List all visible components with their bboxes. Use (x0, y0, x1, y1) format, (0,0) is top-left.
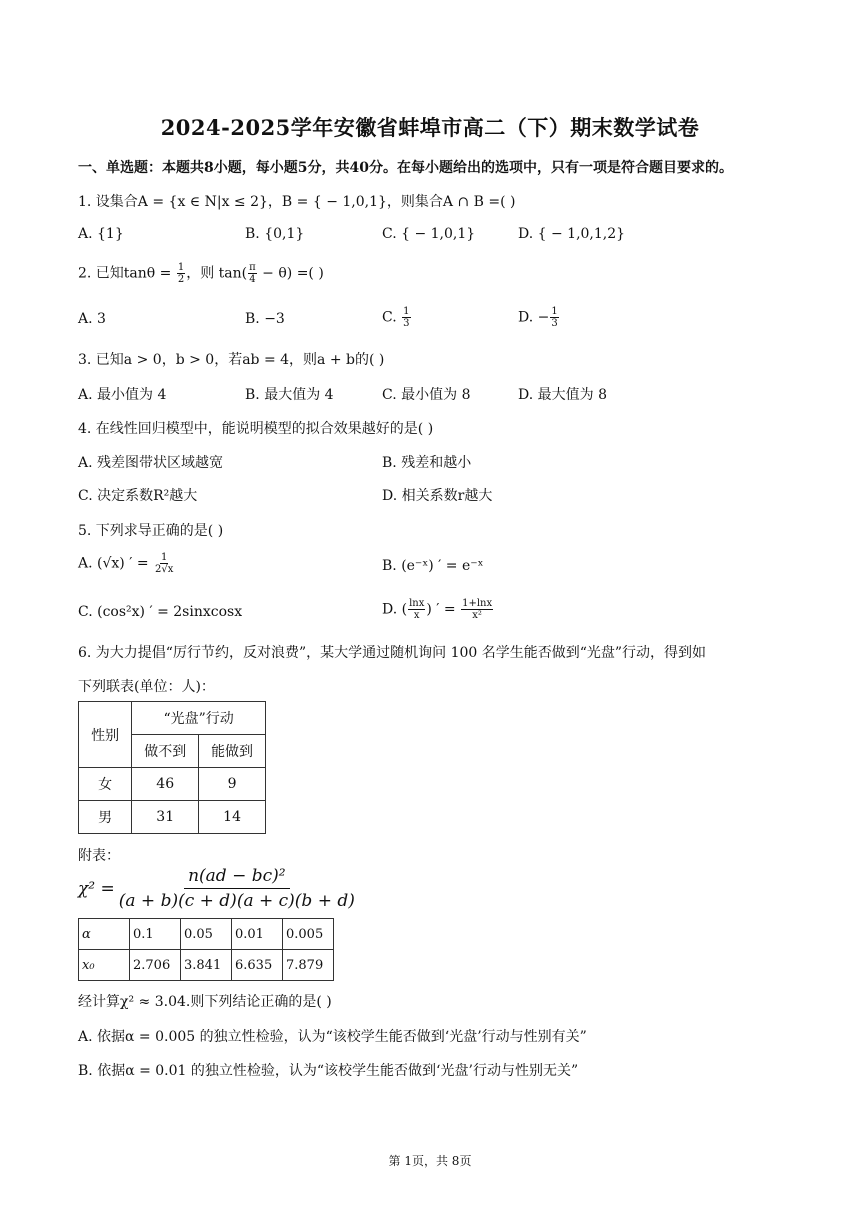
q6-option-b: B. 依据α = 0.01 的独立性检验，认为“该校学生能否做到‘光盘’行动与性别无关” (78, 1063, 579, 1079)
question-6-stem-line2: 下列联表(单位：人)： (78, 679, 215, 695)
alpha-header: α (79, 919, 130, 950)
q4-option-d: D. 相关系数r越大 (382, 488, 493, 504)
question-1-stem: 1. 设集合A = {x ∈ N|x ≤ 2}，B = { − 1,0,1}，则集合A ∩ B =( ) (78, 194, 516, 210)
alpha-value: 0.1 (130, 919, 181, 950)
q2-optd-den: 3 (551, 318, 558, 329)
q5-option-b: B. (e⁻ˣ) ′ = e⁻ˣ (382, 558, 484, 574)
q3-option-d: D. 最大值为 8 (518, 387, 607, 403)
q5-optd-frac (461, 598, 493, 621)
formula-denominator: (a + b)(c + d)(a + c)(b + d) (118, 891, 355, 911)
q2-option-c-label: C. (382, 309, 402, 326)
x0-value: 7.879 (283, 950, 334, 981)
q5-option-c: C. (cos²x) ′ = 2sinxcosx (78, 604, 243, 620)
q2-optd-num: 1 (551, 306, 558, 317)
q2-option-d-frac (550, 306, 558, 329)
table-row (79, 768, 266, 801)
q4-option-a: A. 残差图带状区域越宽 (78, 455, 224, 471)
table-row (79, 801, 266, 834)
q2-frac2-num: π (249, 262, 256, 273)
q5-opta-frac (154, 552, 174, 575)
q2-optc-num: 1 (403, 306, 410, 317)
q2-option-a: A. 3 (78, 311, 106, 327)
q3-option-c: C. 最小值为 8 (382, 387, 471, 403)
row-label-male: 男 (79, 801, 132, 834)
q5-optd-num: 1+lnx (462, 598, 493, 609)
formula-numerator: n(ad − bc)² (184, 866, 290, 889)
alpha-value: 0.05 (181, 919, 232, 950)
q5-opta-num: 1 (161, 552, 168, 563)
question-6-stem-line1: 6. 为大力提倡“厉行节约，反对浪费”，某大学通过随机询问 100 名学生能否做到“光盘”行动，得到如 (78, 645, 707, 661)
formula-lhs: χ² = (78, 878, 115, 899)
alpha-value: 0.01 (232, 919, 283, 950)
header-cannot: 做不到 (132, 735, 199, 768)
q5-optd-den: x² (472, 610, 482, 621)
chi-square-formula (78, 866, 355, 911)
alpha-value: 0.005 (283, 919, 334, 950)
q2-option-d-label: D. − (518, 309, 550, 326)
section-header: 一、单选题：本题共8小题，每小题5分，共40分。在每小题给出的选项中，只有一项是符合题目要求的。 (78, 160, 733, 176)
q4-option-b: B. 残差和越小 (382, 455, 472, 471)
q5-option-a (78, 552, 175, 575)
calc-line: 经计算χ² ≈ 3.04.则下列结论正确的是( ) (78, 994, 332, 1010)
table-row (79, 919, 334, 950)
q3-option-a: A. 最小值为 4 (78, 387, 167, 403)
x0-value: 2.706 (130, 950, 181, 981)
q1-option-d: D. { − 1,0,1,2} (518, 226, 626, 242)
question-4-stem: 4. 在线性回归模型中，能说明模型的拟合效果越好的是( ) (78, 421, 434, 437)
q6-option-a: A. 依据α = 0.005 的独立性检验，认为“该校学生能否做到‘光盘’行动与性别有关” (78, 1029, 587, 1045)
q2-fraction-pi-4 (248, 262, 257, 285)
question-5-stem: 5. 下列求导正确的是( ) (78, 523, 224, 539)
q5-optd-in-num: lnx (409, 598, 425, 609)
q4-option-c: C. 决定系数R²越大 (78, 488, 198, 504)
contingency-table (78, 701, 266, 834)
q2-stem-post: − θ) =( ) (257, 265, 324, 282)
cell-female-cannot: 46 (132, 768, 199, 801)
critical-value-table (78, 918, 334, 981)
question-3-stem: 3. 已知a > 0，b > 0，若ab = 4，则a + b的( ) (78, 352, 385, 368)
appendix-label: 附表： (78, 848, 120, 864)
header-gender: 性别 (79, 702, 132, 768)
table-row (79, 950, 334, 981)
q1-option-a: A. {1} (78, 226, 124, 242)
cell-male-cannot: 31 (132, 801, 199, 834)
q2-frac2-den: 4 (249, 274, 256, 285)
q5-optd-mid: ) ′ = (426, 601, 461, 618)
q2-option-b: B. −3 (245, 311, 285, 327)
q1-option-b: B. {0,1} (245, 226, 305, 242)
q2-option-d (518, 306, 560, 329)
cell-male-can: 14 (199, 801, 266, 834)
page-footer: 第 1页，共 8页 (388, 1154, 472, 1168)
q5-opta-pre: A. (√x) ′ = (78, 555, 154, 572)
q2-stem-mid: ，则 tan( (186, 265, 248, 282)
x0-value: 3.841 (181, 950, 232, 981)
q2-frac-num: 1 (177, 262, 185, 273)
header-guangpan: “光盘”行动 (132, 702, 266, 735)
q5-optd-inner-frac (408, 598, 425, 621)
q5-opta-den: 2√x (155, 564, 174, 575)
page-title: 2024-2025学年安徽省蚌埠市高二（下）期末数学试卷 (160, 115, 700, 140)
row-label-female: 女 (79, 768, 132, 801)
x0-value: 6.635 (232, 950, 283, 981)
q2-frac-den: 2 (177, 274, 185, 285)
q5-option-d (382, 598, 494, 621)
q2-option-c-frac (402, 306, 410, 329)
header-can: 能做到 (199, 735, 266, 768)
q2-fraction-half (177, 262, 185, 285)
x0-header: x₀ (79, 950, 130, 981)
q5-optd-pre: D. ( (382, 601, 408, 618)
q5-optd-in-den: x (413, 610, 420, 621)
q2-stem-pre: 2. 已知tanθ = (78, 265, 176, 282)
q2-option-c (382, 306, 412, 329)
cell-female-can: 9 (199, 768, 266, 801)
q2-optc-den: 3 (403, 318, 410, 329)
q3-option-b: B. 最大值为 4 (245, 387, 334, 403)
q1-option-c: C. { − 1,0,1} (382, 226, 476, 242)
question-2-stem (78, 262, 324, 285)
formula-fraction (119, 866, 355, 911)
